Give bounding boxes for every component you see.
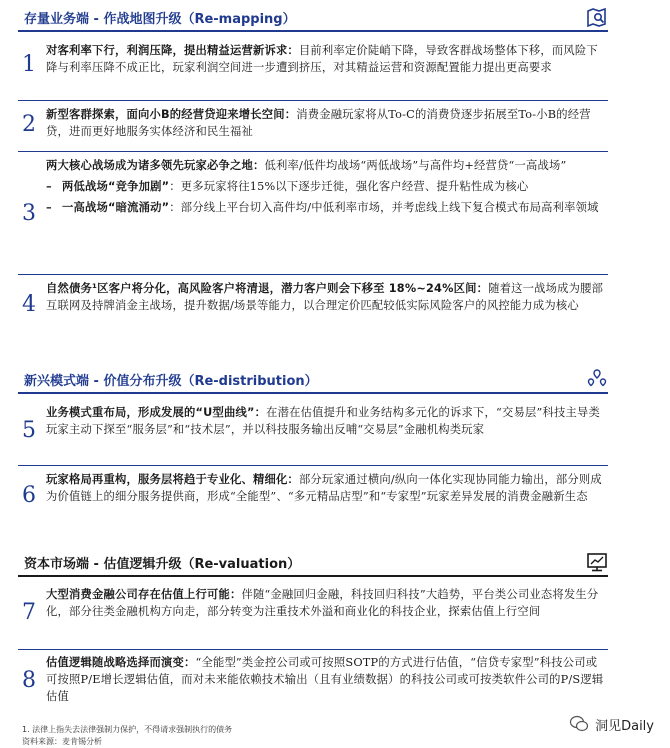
- item-heading: 玩家格局再重构，服务层将趋于专业化、精细化：: [46, 473, 299, 486]
- item-heading: 业务模式重布局，形成发展的“U型曲线”：: [46, 406, 267, 419]
- list-item: [18, 280, 608, 340]
- divider: [18, 649, 608, 650]
- sub-item: – 一高战场“暗流涌动”：部分线上平台切入高件均/中低利率市场，并考虑线上线下复合模式布局高利率领域: [46, 200, 599, 214]
- item-text: [46, 106, 608, 140]
- divider: [18, 151, 608, 152]
- footnote: 1. 法律上指失去法律强制力保护，不得请求强制执行的债务: [22, 725, 233, 734]
- sub-item: – 两低战场“竞争加剧”：更多玩家将往15%以下逐步迁徙，强化客户经营、提升粘性成为核心: [46, 179, 529, 193]
- item-heading: 自然债务¹区客户将分化，高风险客户将清退，潜力客户则会下移至 18%~24%区间：: [46, 282, 489, 295]
- item-body: 在潜在估值提升和业务结构多元化的诉求下，“交易层”科技主导类玩家主动下探至“服务层”和“技术层”，并以科技服务输出反哺“交易层”金融机构类玩家: [46, 406, 600, 436]
- item-body: 目前利率定价陡峭下降，导致客群战场整体下移，而风险下降与利率压降不成正比，玩家利润空间进一步遭到挤压，对其精益运营和资源配置能力提出更高要求: [46, 44, 598, 74]
- section-header-remapping: [18, 6, 608, 32]
- sub-item-heading: 两低战场“竞争加剧”: [62, 180, 170, 193]
- map-search-icon: [586, 6, 608, 28]
- item-heading: 对客利率下行，利润压降，提出精益运营新诉求：: [46, 44, 299, 57]
- list-item: [18, 106, 608, 148]
- wechat-icon: [569, 714, 589, 734]
- item-text: [46, 654, 608, 705]
- list-item: [18, 586, 608, 646]
- item-heading: 两大核心战场成为诸多领先玩家必争之地：: [46, 159, 265, 172]
- sub-item-heading: 一高战场“暗流涌动”: [62, 201, 170, 214]
- monitor-chart-icon: [586, 551, 608, 573]
- item-number: 4: [22, 292, 36, 317]
- item-number: 5: [22, 418, 36, 443]
- item-text: [46, 586, 608, 620]
- item-heading: 新型客群探索，面向小B的经营贷迎来增长空间：: [46, 108, 297, 121]
- item-text: [46, 404, 608, 438]
- item-heading: 大型消费金融公司存在估值上行可能：: [46, 588, 242, 601]
- section-header-revaluation: [18, 551, 608, 577]
- item-body: “全能型”类金控公司或可按照SOTP的方式进行估值，“信贷专家型”科技公司或可按照P/E增长逻辑估值，而对未来能依赖技术输出（且有业绩数据）的科技公司或可按类软件公司的P/S逻辑估值: [46, 656, 604, 703]
- item-body: 部分玩家通过横向/纵向一体化实现协同能力输出，部分则成为价值链上的细分服务提供商，形成“全能型”、“多元精品店型”和“专家型”玩家差异发展的消费金融新生态: [46, 473, 602, 503]
- sub-item-body: ：部分线上平台切入高件均/中低利率市场，并考虑线上线下复合模式布局高利率领域: [169, 201, 599, 214]
- item-text: [46, 157, 608, 216]
- divider: [18, 274, 608, 275]
- item-number: 7: [22, 600, 36, 625]
- item-number: 3: [22, 201, 36, 226]
- list-item: [18, 404, 608, 464]
- item-number: 6: [22, 483, 36, 508]
- item-number: 2: [22, 112, 36, 137]
- divider: [18, 465, 608, 466]
- watermark-text: 洞见Daily: [595, 718, 654, 734]
- section-header-redistribution: [18, 368, 608, 394]
- list-item: [18, 471, 608, 531]
- list-item: [18, 654, 608, 714]
- item-body: 低利率/低件均战场“两低战场”与高件均+经营贷“一高战场”: [264, 159, 567, 172]
- item-number: 8: [22, 668, 36, 693]
- list-item: [18, 157, 608, 269]
- watermark: [569, 714, 654, 734]
- sub-item-body: ：更多玩家将往15%以下逐步迁徙，强化客户经营、提升粘性成为核心: [169, 180, 529, 193]
- item-text: [46, 471, 608, 505]
- section-rule: [18, 575, 608, 577]
- item-body: 随着这一战场成为腰部互联网及持牌消金主战场，提升数据/场景等能力，以合理定价匹配较低实际风险客户的风控能力成为核心: [46, 282, 604, 312]
- section-rule: [18, 30, 608, 32]
- item-number: 1: [22, 52, 36, 77]
- item-body: 伴随“金融回归金融，科技回归科技”大趋势，平台类公司业态将发生分化，部分往类金融机构方向走，部分转变为注重技术外溢和商业化的科技企业，探索估值上行空间: [46, 588, 599, 618]
- source-note: 资料来源：麦肯锡分析: [22, 737, 102, 746]
- section-rule: [18, 392, 608, 394]
- list-item: [18, 42, 608, 102]
- item-text: [46, 42, 608, 76]
- item-heading: 估值逻辑随战略选择而演变：: [46, 656, 196, 669]
- section-title: 资本市场端 - 估值逻辑升级（Re-valuation）: [24, 557, 301, 572]
- location-pins-icon: [586, 368, 608, 390]
- section-title: 新兴模式端 - 价值分布升级（Re-distribution）: [24, 374, 318, 389]
- section-title: 存量业务端 - 作战地图升级（Re-mapping）: [24, 12, 296, 27]
- item-text: [46, 280, 608, 314]
- divider: [18, 100, 608, 101]
- item-body: 消费金融玩家将从To-C的消费贷逐步拓展至To-小B的经营贷，进而更好地服务实体经济和民生福祉: [46, 108, 591, 138]
